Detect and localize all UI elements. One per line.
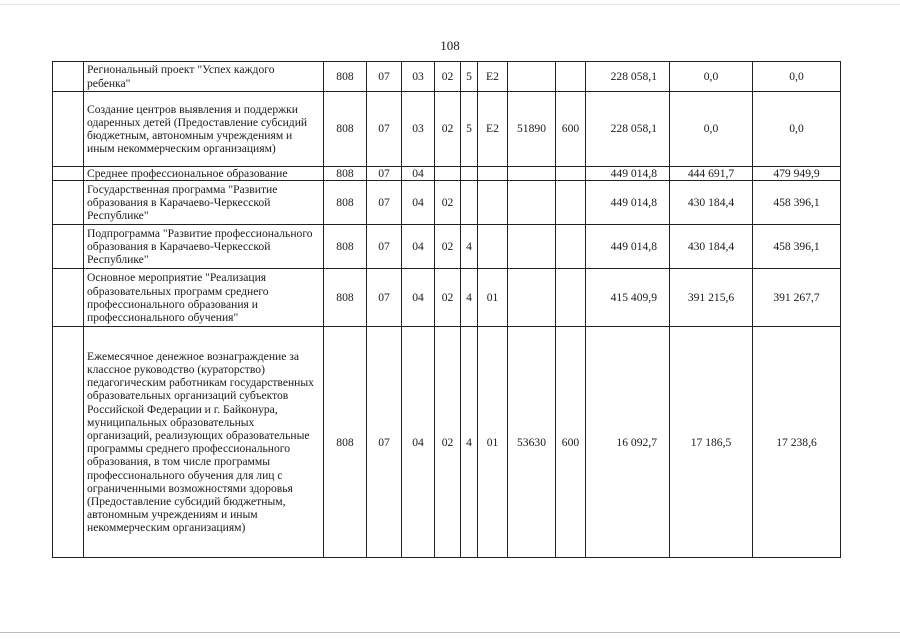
index-cell bbox=[53, 62, 84, 92]
amount-year3-cell: 0,0 bbox=[753, 62, 841, 92]
ministry-code-cell: 808 bbox=[324, 92, 367, 167]
expense-type-cell bbox=[556, 225, 586, 269]
amount-year2-cell: 430 184,4 bbox=[670, 225, 753, 269]
direction-code-cell bbox=[508, 181, 556, 225]
table-row bbox=[53, 167, 841, 181]
amount-year2-cell: 0,0 bbox=[670, 92, 753, 167]
item-name-cell: Государственная программа "Развитие образования в Карачаево-Черкесской Республике" bbox=[84, 181, 324, 225]
section-code-cell: 07 bbox=[367, 327, 402, 558]
amount-year1-cell: 449 014,8 bbox=[586, 167, 670, 181]
amount-year1-cell: 228 058,1 bbox=[586, 62, 670, 92]
item-name-cell: Региональный проект "Успех каждого ребенка" bbox=[84, 62, 324, 92]
table-row bbox=[53, 269, 841, 327]
amount-year3-cell: 391 267,7 bbox=[753, 269, 841, 327]
subprogram-code-cell bbox=[461, 181, 478, 225]
subsection-code-cell: 03 bbox=[402, 92, 435, 167]
ministry-code-cell: 808 bbox=[324, 62, 367, 92]
page-number: 108 bbox=[440, 38, 460, 53]
amount-year2-cell: 430 184,4 bbox=[670, 181, 753, 225]
subsection-code-cell: 04 bbox=[402, 225, 435, 269]
ministry-code-cell: 808 bbox=[324, 327, 367, 558]
expense-type-cell bbox=[556, 62, 586, 92]
subprogram-code-cell: 5 bbox=[461, 62, 478, 92]
table-body bbox=[53, 62, 841, 558]
scan-edge-bottom bbox=[0, 632, 900, 633]
section-code-cell: 07 bbox=[367, 269, 402, 327]
activity-code-cell: 01 bbox=[478, 269, 508, 327]
activity-code-cell bbox=[478, 181, 508, 225]
program-code-cell: 02 bbox=[435, 225, 461, 269]
amount-year3-cell: 458 396,1 bbox=[753, 181, 841, 225]
subsection-code-cell: 03 bbox=[402, 62, 435, 92]
item-name-cell: Создание центров выявления и поддержки одаренных детей (Предоставление субсидий бюджетным, автономным учреждениям и иным некоммерческим организациям) bbox=[84, 92, 324, 167]
item-name-cell: Ежемесячное денежное вознаграждение за классное руководство (кураторство) педагогическим работникам государственных образовательных организаций субъектов Российской Федерации и г. Байконура, муниципальных образовательных организаций, реализующих образовательные программы среднего профессионального образования, в том числе программы профессионального обучения для лиц с ограниченными возможностями здоровья (Предоставление субсидий бюджетным, автономным учреждениям и иным некоммерческим организациям) bbox=[84, 327, 324, 558]
expense-type-cell: 600 bbox=[556, 327, 586, 558]
amount-year1-cell: 228 058,1 bbox=[586, 92, 670, 167]
expense-type-cell bbox=[556, 167, 586, 181]
program-code-cell: 02 bbox=[435, 92, 461, 167]
amount-year1-cell: 16 092,7 bbox=[586, 327, 670, 558]
program-code-cell: 02 bbox=[435, 269, 461, 327]
index-cell bbox=[53, 167, 84, 181]
index-cell bbox=[53, 269, 84, 327]
subsection-code-cell: 04 bbox=[402, 181, 435, 225]
item-name-cell: Среднее профессиональное образование bbox=[84, 167, 324, 181]
subprogram-code-cell: 5 bbox=[461, 92, 478, 167]
subsection-code-cell: 04 bbox=[402, 167, 435, 181]
expense-type-cell bbox=[556, 181, 586, 225]
section-code-cell: 07 bbox=[367, 181, 402, 225]
direction-code-cell bbox=[508, 62, 556, 92]
activity-code-cell: 01 bbox=[478, 327, 508, 558]
index-cell bbox=[53, 92, 84, 167]
table-row bbox=[53, 225, 841, 269]
program-code-cell bbox=[435, 167, 461, 181]
scan-edge-top bbox=[0, 4, 900, 5]
table-row bbox=[53, 327, 841, 558]
activity-code-cell: E2 bbox=[478, 92, 508, 167]
activity-code-cell: E2 bbox=[478, 62, 508, 92]
ministry-code-cell: 808 bbox=[324, 181, 367, 225]
table-row bbox=[53, 62, 841, 92]
subprogram-code-cell bbox=[461, 167, 478, 181]
expense-type-cell bbox=[556, 269, 586, 327]
direction-code-cell: 51890 bbox=[508, 92, 556, 167]
amount-year1-cell: 449 014,8 bbox=[586, 225, 670, 269]
subprogram-code-cell: 4 bbox=[461, 327, 478, 558]
amount-year3-cell: 458 396,1 bbox=[753, 225, 841, 269]
table-row bbox=[53, 92, 841, 167]
index-cell bbox=[53, 181, 84, 225]
program-code-cell: 02 bbox=[435, 327, 461, 558]
program-code-cell: 02 bbox=[435, 62, 461, 92]
ministry-code-cell: 808 bbox=[324, 225, 367, 269]
activity-code-cell bbox=[478, 167, 508, 181]
section-code-cell: 07 bbox=[367, 225, 402, 269]
subsection-code-cell: 04 bbox=[402, 269, 435, 327]
subprogram-code-cell: 4 bbox=[461, 269, 478, 327]
ministry-code-cell: 808 bbox=[324, 167, 367, 181]
expense-type-cell: 600 bbox=[556, 92, 586, 167]
budget-table bbox=[52, 61, 841, 558]
section-code-cell: 07 bbox=[367, 167, 402, 181]
amount-year2-cell: 17 186,5 bbox=[670, 327, 753, 558]
table-row bbox=[53, 181, 841, 225]
amount-year3-cell: 479 949,9 bbox=[753, 167, 841, 181]
index-cell bbox=[53, 225, 84, 269]
amount-year3-cell: 0,0 bbox=[753, 92, 841, 167]
amount-year3-cell: 17 238,6 bbox=[753, 327, 841, 558]
direction-code-cell bbox=[508, 225, 556, 269]
ministry-code-cell: 808 bbox=[324, 269, 367, 327]
item-name-cell: Основное мероприятие "Реализация образовательных программ среднего профессионального образования и профессионального обучения" bbox=[84, 269, 324, 327]
direction-code-cell bbox=[508, 269, 556, 327]
direction-code-cell: 53630 bbox=[508, 327, 556, 558]
amount-year1-cell: 449 014,8 bbox=[586, 181, 670, 225]
item-name-cell: Подпрограмма "Развитие профессионального образования в Карачаево-Черкесской Республике" bbox=[84, 225, 324, 269]
direction-code-cell bbox=[508, 167, 556, 181]
amount-year2-cell: 444 691,7 bbox=[670, 167, 753, 181]
subprogram-code-cell: 4 bbox=[461, 225, 478, 269]
program-code-cell: 02 bbox=[435, 181, 461, 225]
amount-year1-cell: 415 409,9 bbox=[586, 269, 670, 327]
section-code-cell: 07 bbox=[367, 62, 402, 92]
amount-year2-cell: 0,0 bbox=[670, 62, 753, 92]
section-code-cell: 07 bbox=[367, 92, 402, 167]
index-cell bbox=[53, 327, 84, 558]
subsection-code-cell: 04 bbox=[402, 327, 435, 558]
amount-year2-cell: 391 215,6 bbox=[670, 269, 753, 327]
activity-code-cell bbox=[478, 225, 508, 269]
